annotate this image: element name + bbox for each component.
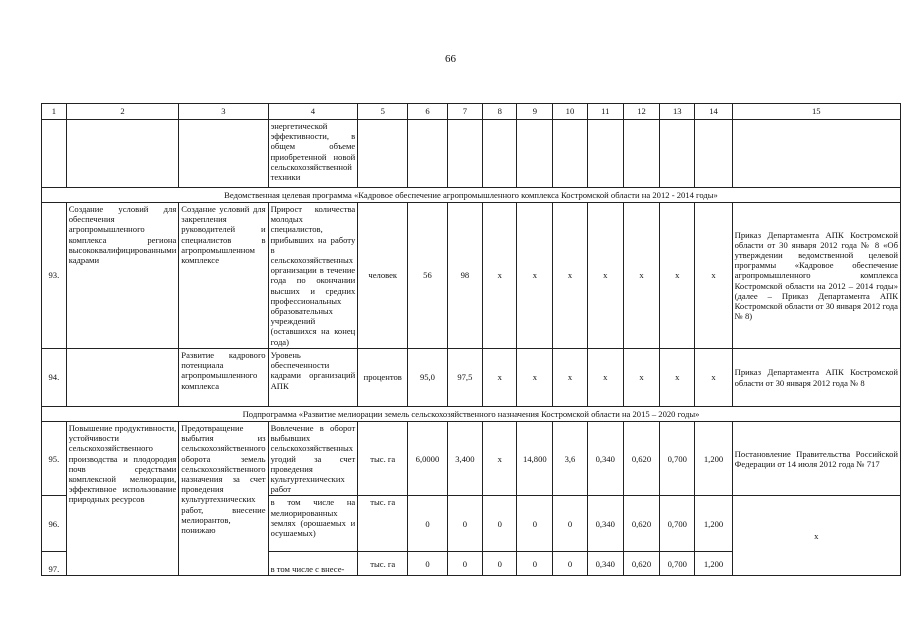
value-cell: 0 xyxy=(553,496,587,552)
section-row xyxy=(42,407,901,422)
col-header: 14 xyxy=(695,104,732,120)
col-header: 11 xyxy=(587,104,623,120)
page-number: 66 xyxy=(445,53,456,65)
col-header: 2 xyxy=(66,104,179,120)
value-cell: 0,340 xyxy=(587,496,623,552)
value-cell: 1,200 xyxy=(695,552,732,576)
col-header: 7 xyxy=(447,104,482,120)
document-cell: Приказ Департамента АПК Костромской области от 30 января 2012 года № 8 «Об утверждении ведомственной целевой программы «Кадровое обеспечение агропромышленного комплекса Костромской области на 2012 – 2014 годы» (далее – Приказ Департамента АПК Костромской области от 30 января 2012 года № 8) xyxy=(732,203,900,349)
value-cell: х xyxy=(483,203,517,349)
goal-cell: Повышение продуктивности, устойчивости сельскохозяйственного производства и плодородия почв средствами комплексной мелиорации, эффективное использование природных ресурсов xyxy=(66,422,179,576)
col-header: 6 xyxy=(408,104,447,120)
indicators-table xyxy=(41,103,901,576)
section-row xyxy=(42,188,901,203)
indicator-cell: Вовлечение в оборот выбывших сельскохозяйственных угодий за счет проведения культуртехнических работ xyxy=(268,422,358,496)
row-number: 97. xyxy=(42,552,67,576)
value-cell: х xyxy=(553,203,587,349)
value-cell: 0 xyxy=(447,496,482,552)
col-header: 3 xyxy=(179,104,268,120)
col-header: 10 xyxy=(553,104,587,120)
value-cell: х xyxy=(695,203,732,349)
value-cell: 0 xyxy=(483,552,517,576)
header-row xyxy=(42,104,901,120)
table-row-continued xyxy=(42,120,901,188)
value-cell: 0 xyxy=(517,552,553,576)
value-cell: 3,6 xyxy=(553,422,587,496)
task-cell: Развитие кадрового потенциала агропромышленного комплекса xyxy=(179,349,268,407)
value-cell: 97,5 xyxy=(447,349,482,407)
value-cell: 0 xyxy=(408,496,447,552)
value-cell: х xyxy=(517,349,553,407)
row-number: 94. xyxy=(42,349,67,407)
task-cell: Предотвращение выбытия из сельскохозяйственного оборота земель сельскохозяйственного назначения за счет проведения культуртехнических работ, внесение мелиорантов, понижаю xyxy=(179,422,268,576)
table-row-94 xyxy=(42,349,901,407)
value-cell: 0 xyxy=(447,552,482,576)
indicator-cell: Уровень обеспеченности кадрами организаций АПК xyxy=(268,349,358,407)
value-cell: 1,200 xyxy=(695,496,732,552)
value-cell: 14,800 xyxy=(517,422,553,496)
value-cell: 0,340 xyxy=(587,552,623,576)
col-header: 9 xyxy=(517,104,553,120)
value-cell: 1,200 xyxy=(695,422,732,496)
value-cell: 0,620 xyxy=(623,552,659,576)
value-cell: 0 xyxy=(553,552,587,576)
unit-cell: человек xyxy=(358,203,408,349)
section-title: Ведомственная целевая программа «Кадровое обеспечение агропромышленного комплекса Костромской области на 2012 - 2014 годы» xyxy=(42,188,901,203)
value-cell: 0 xyxy=(517,496,553,552)
indicator-cell: Прирост количества молодых специалистов, прибывших на работу в сельскохозяйственных организации в течение года по окончании высших и средних профессиональных образовательных учреждений (оставшихся на конец года) xyxy=(268,203,358,349)
row-number: 96. xyxy=(42,496,67,552)
table-row-93 xyxy=(42,203,901,349)
value-cell: 0,700 xyxy=(660,552,695,576)
value-cell: 0 xyxy=(408,552,447,576)
goal-cell: Создание условий для обеспечения агропромышленного комплекса региона высококвалифицированными кадрами xyxy=(66,203,179,349)
value-cell: 95,0 xyxy=(408,349,447,407)
value-cell: 98 xyxy=(447,203,482,349)
value-cell: х xyxy=(483,422,517,496)
unit-cell: тыс. га xyxy=(358,552,408,576)
document-cell: Постановление Правительства Российской Федерации от 14 июля 2012 года № 717 xyxy=(732,422,900,496)
value-cell: х xyxy=(517,203,553,349)
indicator-cell: в том числе на мелиорированных землях (орошаемых и осушаемых) xyxy=(268,496,358,552)
value-cell: х xyxy=(623,349,659,407)
value-cell: х xyxy=(483,349,517,407)
value-cell: 0,340 xyxy=(587,422,623,496)
value-cell: х xyxy=(695,349,732,407)
value-cell: х xyxy=(660,349,695,407)
unit-cell: тыс. га xyxy=(358,422,408,496)
value-cell: х xyxy=(660,203,695,349)
value-cell: х xyxy=(553,349,587,407)
value-cell: 3,400 xyxy=(447,422,482,496)
document-cell: Приказ Департамента АПК Костромской области от 30 января 2012 года № 8 xyxy=(732,349,900,407)
document-cell: х xyxy=(732,496,900,576)
col-header: 13 xyxy=(660,104,695,120)
col-header: 4 xyxy=(268,104,358,120)
unit-cell: тыс. га xyxy=(358,496,408,552)
unit-cell: процентов xyxy=(358,349,408,407)
value-cell: 56 xyxy=(408,203,447,349)
row-number: 95. xyxy=(42,422,67,496)
value-cell: 0,620 xyxy=(623,422,659,496)
col-header: 8 xyxy=(483,104,517,120)
section-title: Подпрограмма «Развитие мелиорации земель сельскохозяйственного назначения Костромской области на 2015 – 2020 годы» xyxy=(42,407,901,422)
value-cell: 0 xyxy=(483,496,517,552)
value-cell: 0,620 xyxy=(623,496,659,552)
indicator-cell: в том числе с внесе- xyxy=(268,552,358,576)
col-header: 5 xyxy=(358,104,408,120)
value-cell: х xyxy=(623,203,659,349)
value-cell: 0,700 xyxy=(660,496,695,552)
task-cell: Создание условий для закрепления руководителей и специалистов в агропромышленном комплексе xyxy=(179,203,268,349)
indicator-cell: энергетической эффективности, в общем объеме приобретенной новой сельскохозяйственной техники xyxy=(268,120,358,188)
value-cell: 0,700 xyxy=(660,422,695,496)
col-header: 12 xyxy=(623,104,659,120)
value-cell: х xyxy=(587,349,623,407)
value-cell: х xyxy=(587,203,623,349)
table-row-95 xyxy=(42,422,901,496)
col-header: 1 xyxy=(42,104,67,120)
value-cell: 6,0000 xyxy=(408,422,447,496)
row-number: 93. xyxy=(42,203,67,349)
col-header: 15 xyxy=(732,104,900,120)
